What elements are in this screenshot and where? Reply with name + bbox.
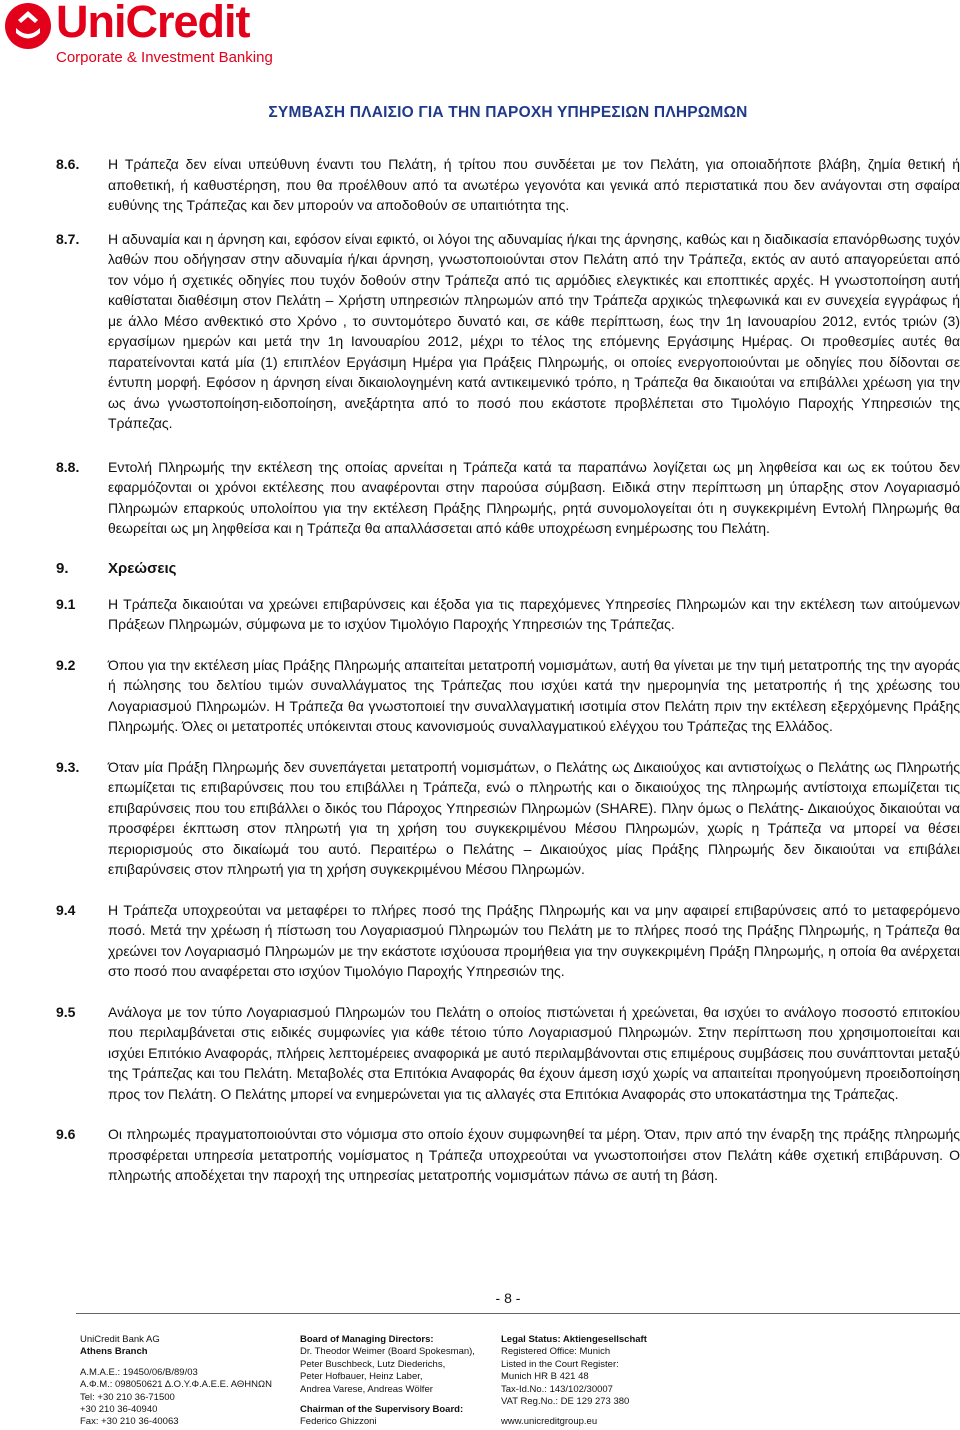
clause bbox=[56, 655, 960, 737]
footer-spacer bbox=[300, 1396, 475, 1404]
footer-line: Federico Ghizzoni bbox=[300, 1416, 377, 1428]
clause bbox=[56, 1002, 960, 1105]
brand-subtitle: Corporate & Investment Banking bbox=[56, 49, 273, 66]
clause bbox=[56, 757, 960, 880]
footer-line: Munich HR B 421 48 bbox=[501, 1371, 589, 1383]
clause-number: 9.5 bbox=[56, 1003, 76, 1020]
brand-name: UniCredit bbox=[56, 0, 250, 47]
footer-website-link[interactable]: www.unicreditgroup.eu bbox=[501, 1416, 598, 1428]
footer-spacer bbox=[501, 1408, 647, 1416]
clause-text: Η αδυναμία και η άρνηση και, εφόσον είναι εφικτό, οι λόγοι της αδυναμίας ή/και της άρνησης, καθώς και η διαδικασία επανόρθωσης τυχόν λαθών που οδήγησαν στην αδυναμία ή/και άρνηση, γνωστοποιούνται στον Πελάτη από την Τράπεζα, εκτός αν αυτό απαγορεύεται από τον νόμο ή σχετικές οδηγίες που τυχόν δοθούν στην Τράπεζα από τις αρμόδιες ελεγκτικές και εποπτικές αρχές. Η γνωστοποίηση αυτή καθίσταται διαθέσιμη στον Πελάτη – Χρήστη υπηρεσιών πληρωμών από την Τράπεζα αρχικώς τηλεφωνικά και εν συνεχεία εγγράφως ή με άλλο Μέσο ανθεκτικό στο Χρόνο , το συντομότερο δυνατό και, σε κάθε περίπτωση, έως την 1η Ιανουαρίου 2012, εντός τριών (3) εργασίμων ημερών και μετά την 1η Ιανουαρίου 2012, μέχρι το τέλος της επόμενης Εργάσιμης Ημέρας. Οι προθεσμίες αυτές θα παρατείνονται κατά μία (1) επιπλέον Εργάσιμη Ημέρα για Πράξεις Πληρωμής, οι οποίες ενεργοποιούνται με οδηγίες που δίδονται σε έντυπη μορφή. Εφόσον η άρνηση είναι δικαιολογημένη κατά αντικειμενικό τρόπο, η Τράπεζα θα δικαιούται να επιβάλλει χρέωση για την ως άνω γνωστοποίηση-ειδοποίηση, ανεξάρτητα από το ποσό που εκάστοτε προβλέπεται στο Τιμολόγιο Παροχής Υπηρεσιών της Τράπεζας. bbox=[108, 230, 960, 431]
clause bbox=[56, 900, 960, 982]
footer-line: Α.Μ.Α.Ε.: 19450/06/Β/89/03 bbox=[80, 1366, 198, 1378]
clause-number: 9.6 bbox=[56, 1126, 76, 1142]
clause bbox=[56, 154, 960, 216]
footer-line: Fax: +30 210 36-40063 bbox=[80, 1416, 179, 1428]
section-number: 9. bbox=[56, 559, 69, 577]
footer-spacer bbox=[80, 1359, 272, 1367]
clause-number: 9.3. bbox=[56, 758, 80, 775]
document-body bbox=[56, 154, 960, 1186]
clause bbox=[56, 457, 960, 539]
clause-text: Η Τράπεζα δικαιούται να χρεώνει επιβαρύνσεις και έξοδα για τις παρεχόμενες Υπηρεσίες Πληρωμών και την εκτέλεση των αιτούμενων Πράξεων Πληρωμών, σύμφωνα με το ισχύον Τιμολόγιο Παροχής Υπηρεσιών της Τράπεζας. bbox=[108, 595, 960, 632]
section-title: Χρεώσεις bbox=[108, 559, 177, 577]
clause bbox=[56, 1124, 960, 1186]
footer-company-info bbox=[80, 1334, 272, 1429]
footer-line: Registered Office: Munich bbox=[501, 1346, 611, 1358]
clause-text: Εντολή Πληρωμής την εκτέλεση της οποίας αρνείται η Τράπεζα κατά τα παραπάνω λογίζεται ως μη ληφθείσα και ως εκ τούτου δεν εφαρμόζονται οι χρόνοι εκτέλεσης που αναφέρονται στην παρούσα σύμβαση. Ειδικά στην περίπτωση μη ύπαρξης στον Λογαριασμό Πληρωμών επαρκούς υπολοίπου για την εκτέλεση Πράξης Πληρωμής, ρητά συνομολογείται ότι η συγκεκριμένη Εντολή Πληρωμής θα θεωρείται ως μη ληφθείσα και η Τράπεζα θα απαλλάσσεται από κάθε υποχρέωση ενημέρωσης του Πελάτη. bbox=[108, 458, 960, 536]
page-number: - 8 - bbox=[495, 1290, 521, 1306]
footer-line: Legal Status: Aktiengesellschaft bbox=[501, 1334, 647, 1345]
clause-number: 8.6. bbox=[56, 156, 80, 172]
footer-line: +30 210 36-40940 bbox=[80, 1404, 158, 1416]
footer-legal-info bbox=[501, 1334, 647, 1429]
clause-text: Ανάλογα με τον τύπο Λογαριασμού Πληρωμών του Πελάτη ο οποίος πιστώνεται ή χρεώνεται, θα ισχύει το ανάλογο ποσοστό επιτοκίου που περιλαμβάνεται στις ειδικές συμφωνίες για κάθε τέτοιο τύπο Λογαριασμού Πληρωμών. Στην περίπτωση που χρησιμοποιείται και ισχύει Επιτόκιο Αναφοράς, πλήρεις λεπτομέρειες αναφορικά με αυτό περιλαμβάνονται στις επιμέρους συμβάσεις που συνάπτονται μεταξύ της Τράπεζας και του Πελάτη. Μεταβολές στα Επιτόκια Αναφοράς θα έχουν άμεση ισχύ χωρίς να απαιτείται προηγούμενη προειδοποίηση προς τον Πελάτη. Ο Πελάτης μπορεί να ενημερώνεται για τις αλλαγές στα Επιτόκια Αναφοράς στο υποκατάστημα της Τράπεζας. bbox=[108, 1003, 960, 1102]
footer-board-info bbox=[300, 1334, 475, 1429]
unicredit-logo-icon bbox=[4, 2, 52, 50]
footer-line: Athens Branch bbox=[80, 1346, 148, 1358]
section-heading bbox=[56, 558, 960, 580]
clause-text: Η Τράπεζα υποχρεούται να μεταφέρει το πλήρες ποσό της Πράξης Πληρωμής και να μην αφαιρεί επιβαρύνσεις από το μεταφερόμενο ποσό. Μετά την χρέωση ή πίστωση του Λογαριασμού Πληρωμών του Πελάτη με το πλήρες ποσό της Πράξης Πληρωμής, η Τράπεζα θα χρεώνει τον Λογαριασμό Πληρωμών με την εκάστοτε ισχύουσα προμήθεια για την συγκεκριμένη Πράξη Πληρωμής, η οποία θα ανέρχεται στο ποσό που αναφέρεται στο ισχύον Τιμολόγιο Παροχής Υπηρεσιών της. bbox=[108, 901, 960, 979]
footer-line: UniCredit Bank AG bbox=[80, 1334, 160, 1345]
letterhead bbox=[0, 0, 960, 75]
footer-line: Α.Φ.Μ.: 098050621 Δ.Ο.Υ.Φ.Α.Ε.Ε. ΑΘΗΝΩΝ bbox=[80, 1379, 272, 1391]
document-title: ΣΥΜΒΑΣΗ ΠΛΑΙΣΙΟ ΓΙΑ ΤΗΝ ΠΑΡΟΧΗ ΥΠΗΡΕΣΙΩΝ ΠΛΗΡΩΜΩΝ bbox=[268, 104, 748, 121]
clause-text: Η Τράπεζα δεν είναι υπεύθυνη έναντι του Πελάτη, ή τρίτου που συνδέεται με τον Πελάτη, για οποιαδήποτε βλάβη, ζημία θετική ή αποθετική, ή καθυστέρηση, που θα προέλθουν από τα ανωτέρω γεγονότα και γενικά από περιστατικά που δεν ανάγονται στη σφαίρα ευθύνης της Τράπεζας και δεν μπορούν να αποδοθούν σε υπαιτιότητα της. bbox=[108, 156, 960, 213]
clause-number: 9.2 bbox=[56, 656, 76, 673]
footer-line: Dr. Theodor Weimer (Board Spokesman), bbox=[300, 1346, 475, 1358]
clause bbox=[56, 594, 960, 635]
footer-divider bbox=[76, 1313, 960, 1314]
footer-line: Board of Managing Directors: bbox=[300, 1334, 434, 1345]
clause-text: Όταν μία Πράξη Πληρωμής δεν συνεπάγεται μετατροπή νομισμάτων, ο Πελάτης ως Δικαιούχος και αντιστοίχως ο Πελάτης ως Πληρωτής επωμίζεται τις επιβαρύνσεις που του επιβάλλει η Τράπεζα, ενώ ο πληρωτής και ο δικαιούχος της πληρωμής αντίστοιχα επωμίζεται τις επιβαρύνσεις που του επιβάλλει ο δικός του Πάροχος Υπηρεσιών Πληρωμών (SHARE). Πλην όμως ο Πελάτης- Δικαιούχος δικαιούται να προσφέρει έκπτωση στον πληρωτή για τη χρήση του συγκεκριμένου Μέσου Πληρωμών, χωρίς η Τράπεζα να μπορεί να θέσει περιορισμούς στο δικαίωμά του αυτό. Περαιτέρω ο Πελάτης – Δικαιούχος μίας Πράξης Πληρωμής δεν δικαιούται να επιβάλει επιβαρύνσεις στον πληρωτή για τη χρήση συγκεκριμένου Μέσου Πληρωμών. bbox=[108, 758, 960, 877]
footer-line: Andrea Varese, Andreas Wölfer bbox=[300, 1383, 433, 1395]
footer-line: Peter Buschbeck, Lutz Diederichs, bbox=[300, 1358, 446, 1370]
footer-line: Chairman of the Supervisory Board: bbox=[300, 1404, 464, 1416]
footer-line: Peter Hofbauer, Heinz Laber, bbox=[300, 1371, 423, 1383]
clause-number: 8.8. bbox=[56, 458, 80, 475]
footer-line: Listed in the Court Register: bbox=[501, 1358, 619, 1370]
footer-line: Tax-Id.No.: 143/102/30007 bbox=[501, 1383, 613, 1395]
clause-text: Όπου για την εκτέλεση μίας Πράξης Πληρωμής απαιτείται μετατροπή νομισμάτων, αυτή θα γίνεται με την τιμή μετατροπής της την αγοράς ή πώλησης του δελτίου τιμών συναλλάγματος της Τράπεζας που ισχύει κατά την ημερομηνία της μετατροπής ή της χρέωσης του Λογαριασμού Πληρωμών. Η Τράπεζα θα γνωστοποιεί την συναλλαγματική ισοτιμία στον Πελάτη πριν την εκτέλεση εξερχόμενης Πράξης Πληρωμής. Όλες οι μετατροπές υπόκεινται στους κανονισμούς συναλλαγματικού ελέγχου του Τράπεζας της Ελλάδος. bbox=[108, 656, 960, 734]
clause-number: 8.7. bbox=[56, 230, 80, 247]
clause-number: 9.4 bbox=[56, 901, 76, 918]
footer-line: Tel: +30 210 36-71500 bbox=[80, 1391, 175, 1403]
clause-number: 9.1 bbox=[56, 595, 76, 612]
clause bbox=[56, 229, 960, 434]
footer-line: VAT Reg.No.: DE 129 273 380 bbox=[501, 1396, 630, 1408]
clause-text: Οι πληρωμές πραγματοποιούνται στο νόμισμα στο οποίο έχουν συμφωνηθεί τα μέρη. Όταν, πριν από την έναρξη της πράξης πληρωμής προσφέρεται υπηρεσία μετατροπής νομίσματος η Τράπεζα υποχρεούται να γνωστοποιήσει στον Πελάτη κάθε σχετική επιβάρυνση. Ο πληρωτής αποδέχεται την παροχή της υπηρεσίας μετατροπής νομισμάτων πάνω σε αυτή τη βάση. bbox=[108, 1126, 960, 1183]
